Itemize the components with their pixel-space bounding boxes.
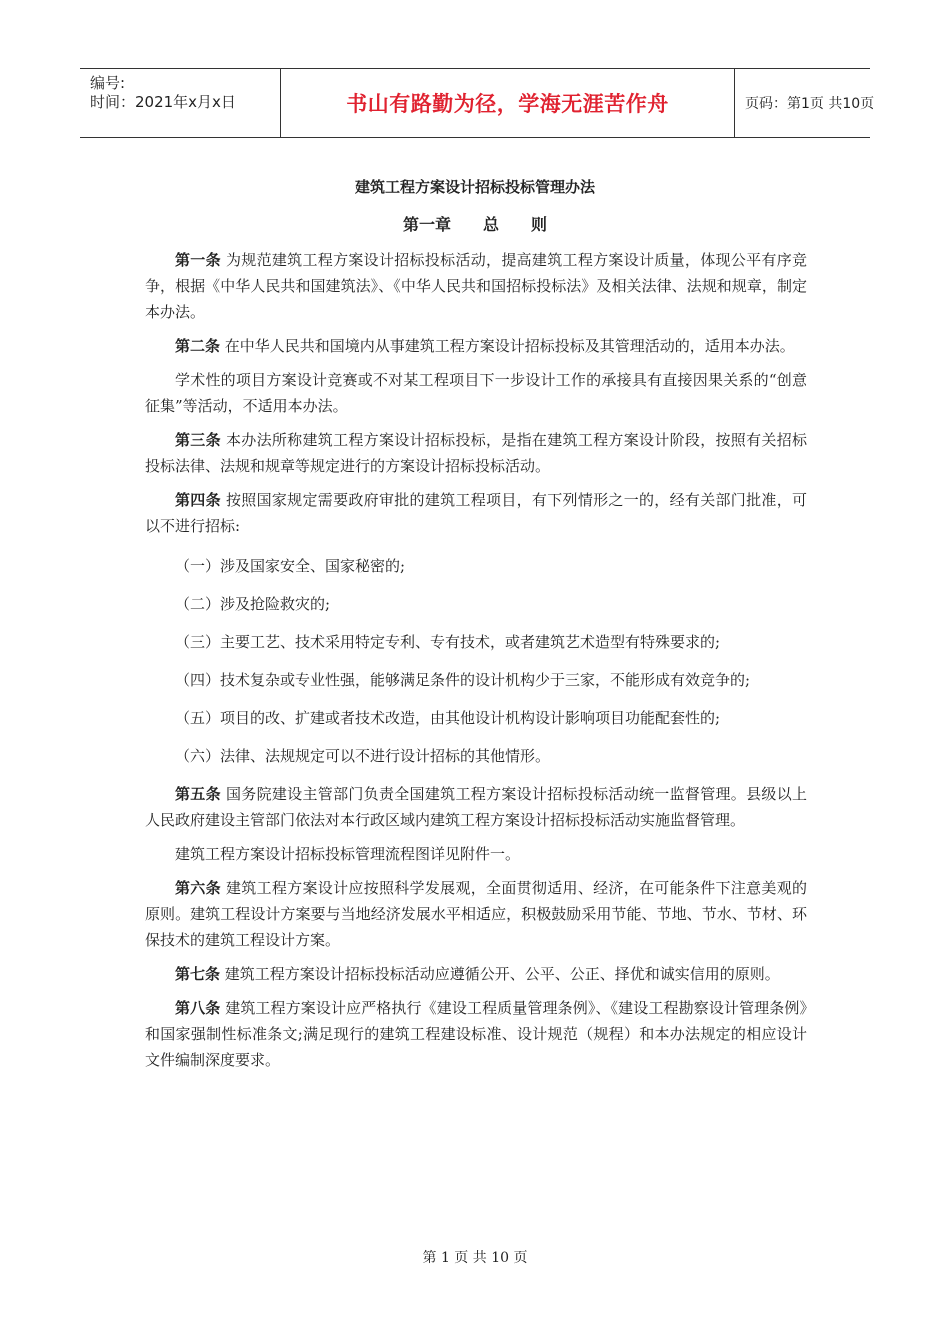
page-footer: 第 1 页 共 10 页 — [422, 1250, 528, 1266]
article-text: 建筑工程方案设计应按照科学发展观，全面贯彻适用、经济，在可能条件下注意美观的原则。建筑工程设计方案要与当地经济发展水平相适应，积极鼓励采用节能、节地、节水、节材、环保技术的建筑工程设计方案。 — [145, 879, 807, 949]
article-text: 按照国家规定需要政府审批的建筑工程项目，有下列情形之一的，经有关部门批准，可以不进行招标: — [145, 491, 807, 535]
list-item: （三）主要工艺、技术采用特定专利、专有技术，或者建筑艺术造型有特殊要求的; — [175, 633, 721, 651]
article-lead: 第六条 — [175, 879, 221, 897]
article-3 — [145, 427, 807, 479]
article-lead: 第三条 — [175, 431, 221, 449]
article-lead: 第五条 — [175, 785, 221, 803]
article-lead: 第二条 — [175, 337, 221, 355]
article-text: 国务院建设主管部门负责全国建筑工程方案设计招标投标活动统一监督管理。县级以上人民政府建设主管部门依法对本行政区域内建筑工程方案设计招标投标活动实施监督管理。 — [145, 785, 807, 829]
document-header — [80, 68, 875, 138]
number-label: 编号: — [90, 74, 126, 92]
article-text: 本办法所称建筑工程方案设计招标投标，是指在建筑工程方案设计阶段，按照有关招标投标法律、法规和规章等规定进行的方案设计招标投标活动。 — [145, 431, 807, 475]
header-page-info: 页码：第1页 共10页 — [745, 96, 875, 112]
article-lead: 第四条 — [175, 491, 221, 509]
list-item: （五）项目的改、扩建或者技术改造，由其他设计机构设计影响项目功能配套性的; — [175, 709, 721, 727]
chapter-heading: 第一章 总 则 — [402, 215, 547, 234]
article-6 — [145, 875, 807, 953]
article-text: 学术性的项目方案设计竞赛或不对某工程项目下一步设计工作的承接具有直接因果关系的“创意征集”等活动，不适用本办法。 — [145, 371, 807, 415]
article-text: 在中华人民共和国境内从事建筑工程方案设计招标投标及其管理活动的，适用本办法。 — [224, 337, 795, 355]
article-2 — [145, 333, 807, 359]
header-motto-cell — [280, 69, 735, 137]
document-body — [145, 247, 807, 1081]
article-text: 建筑工程方案设计招标投标活动应遵循公开、公平、公正、择优和诚实信用的原则。 — [224, 965, 780, 983]
list-item: （二）涉及抢险救灾的; — [175, 595, 331, 613]
header-left-cell — [80, 69, 280, 137]
time-label: 时间：2021年x月x日 — [90, 93, 236, 111]
list-item: （四）技术复杂或专业性强，能够满足条件的设计机构少于三家，不能形成有效竞争的; — [175, 671, 751, 689]
list-item: （一）涉及国家安全、国家秘密的; — [175, 557, 406, 575]
article-text: 建筑工程方案设计应严格执行《建设工程质量管理条例》、《建设工程勘察设计管理条例》和国家强制性标准条文;满足现行的建筑工程建设标准、设计规范（规程）和本办法规定的相应设计文件编制深度要求。 — [145, 999, 807, 1069]
article-5 — [145, 781, 807, 833]
article-4 — [145, 487, 807, 539]
motto-text: 书山有路勤为径，学海无涯苦作舟 — [346, 92, 669, 116]
article-text: 建筑工程方案设计招标投标管理流程图详见附件一。 — [175, 845, 521, 863]
article-2-note — [145, 367, 807, 419]
article-5-note — [145, 841, 807, 867]
article-8 — [145, 995, 807, 1073]
article-lead: 第七条 — [175, 965, 221, 983]
article-text: 为规范建筑工程方案设计招标投标活动，提高建筑工程方案设计质量，体现公平有序竞争，根据《中华人民共和国建筑法》、《中华人民共和国招标投标法》及相关法律、法规和规章，制定本办法。 — [145, 251, 807, 321]
article-lead: 第八条 — [175, 999, 221, 1017]
document-title: 建筑工程方案设计招标投标管理办法 — [354, 178, 595, 196]
article-lead: 第一条 — [175, 251, 221, 269]
list-item: （六）法律、法规规定可以不进行设计招标的其他情形。 — [175, 747, 551, 765]
article-7 — [145, 961, 807, 987]
article-1 — [145, 247, 807, 325]
